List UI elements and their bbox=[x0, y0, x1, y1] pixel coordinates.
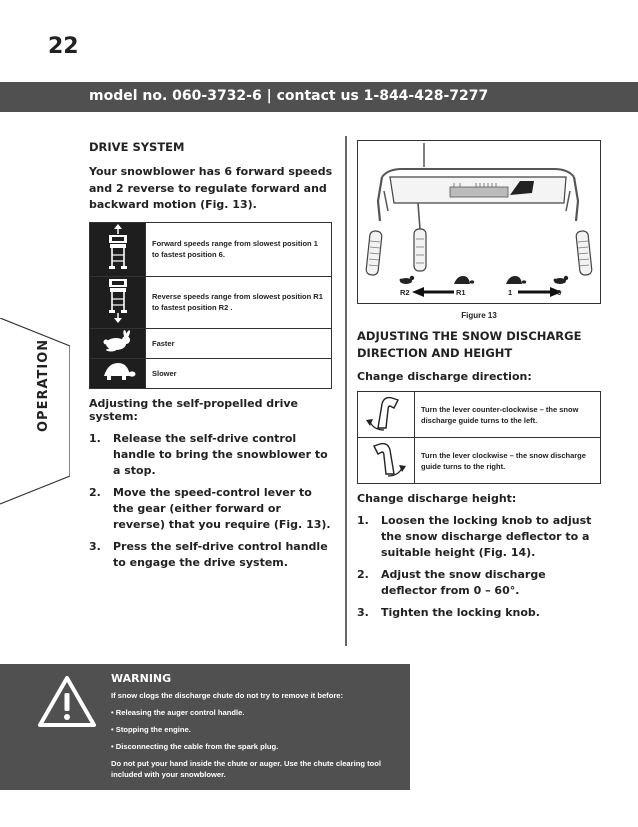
direction-row-right-text: Turn the lever clockwise – the snow discharge guide turns to the right. bbox=[415, 438, 601, 484]
side-tab-label: OPERATION bbox=[36, 338, 51, 432]
rabbit-icon bbox=[101, 330, 135, 352]
list-item: 3. Press the self-drive control handle to engage the drive system. bbox=[89, 539, 328, 569]
warning-body bbox=[111, 690, 403, 786]
figure-13-caption: Figure 13 bbox=[461, 311, 497, 320]
figure-13 bbox=[357, 140, 601, 304]
drive-system-title: DRIVE SYSTEM bbox=[89, 140, 185, 154]
warning-intro: If snow clogs the discharge chute do not try to remove it before: bbox=[111, 691, 344, 700]
list-item: 1. Release the self-drive control handle to bring the snowblower to a stop. bbox=[89, 431, 328, 477]
forward-speed-icon bbox=[103, 224, 133, 270]
speed-row-reverse bbox=[90, 276, 332, 328]
figure-label-1: 1 bbox=[508, 288, 513, 297]
figure-label-r2: R2 bbox=[400, 288, 410, 297]
direction-row-left bbox=[358, 392, 601, 438]
drive-system-intro: Your snowblower has 6 forward speeds and 2 reverse to regulate forward and backward motion (Fig. 13). bbox=[89, 165, 333, 211]
chute-left-icon bbox=[364, 392, 408, 432]
warning-box bbox=[0, 664, 410, 790]
warning-bullet: • Disconnecting the cable from the spark plug. bbox=[111, 742, 279, 751]
list-item: 3. Tighten the locking knob. bbox=[357, 606, 540, 619]
speed-row-slower bbox=[90, 358, 332, 388]
speed-row-faster bbox=[90, 328, 332, 358]
speed-row-forward bbox=[90, 222, 332, 276]
figure-label-r1: R1 bbox=[456, 288, 466, 297]
list-item: 2. Adjust the snow discharge deflector from 0 – 60°. bbox=[357, 568, 546, 597]
speed-row-reverse-text: Reverse speeds range from slowest position R1 to fastest position R2 . bbox=[146, 276, 332, 328]
warning-bullet: • Stopping the engine. bbox=[111, 725, 191, 734]
figure-label-6: 6 bbox=[557, 288, 562, 297]
chute-right-icon bbox=[364, 438, 408, 478]
drive-system-section bbox=[89, 140, 333, 577]
direction-row-left-text: Turn the lever counter-clockwise – the snow discharge guide turns to the left. bbox=[415, 392, 601, 438]
warning-footer: Do not put your hand inside the chute or auger. Use the chute clearing tool included with your snowblower. bbox=[111, 759, 382, 779]
list-item: 2. Move the speed-control lever to the gear (either forward or reverse) that you require (Fig. 13). bbox=[89, 485, 331, 531]
adjust-drive-heading: Adjusting the self-propelled drive system: bbox=[89, 396, 299, 423]
reverse-speed-icon bbox=[103, 277, 133, 323]
drive-steps-list bbox=[89, 431, 333, 571]
warning-bullet: • Releasing the auger control handle. bbox=[111, 708, 245, 717]
speed-row-forward-text: Forward speeds range from slowest position 1 to fastest position 6. bbox=[146, 222, 332, 276]
direction-table bbox=[357, 391, 601, 484]
speed-row-slower-text: Slower bbox=[146, 358, 332, 388]
header-model-contact: model no. 060-3732-6 | contact us 1-844-428-7277 bbox=[89, 88, 489, 104]
speed-row-faster-text: Faster bbox=[146, 328, 332, 358]
turtle-icon bbox=[100, 360, 136, 382]
discharge-title: ADJUSTING THE SNOW DISCHARGE DIRECTION AND HEIGHT bbox=[357, 329, 582, 360]
change-direction-heading: Change discharge direction: bbox=[357, 370, 532, 383]
warning-triangle-icon bbox=[36, 674, 98, 730]
change-height-heading: Change discharge height: bbox=[357, 492, 517, 505]
discharge-section bbox=[357, 140, 601, 627]
snowblower-handle-illustration bbox=[358, 141, 600, 303]
speed-table bbox=[89, 222, 332, 389]
header-bar bbox=[0, 82, 638, 112]
page-number: 22 bbox=[48, 34, 79, 59]
side-tab-outline bbox=[0, 318, 70, 508]
direction-row-right bbox=[358, 438, 601, 484]
list-item: 1. Loosen the locking knob to adjust the snow discharge deflector to a suitable height (Fig. 14). bbox=[357, 514, 592, 559]
warning-title: WARNING bbox=[111, 672, 172, 685]
column-divider bbox=[345, 136, 347, 646]
height-steps-list bbox=[357, 513, 601, 621]
